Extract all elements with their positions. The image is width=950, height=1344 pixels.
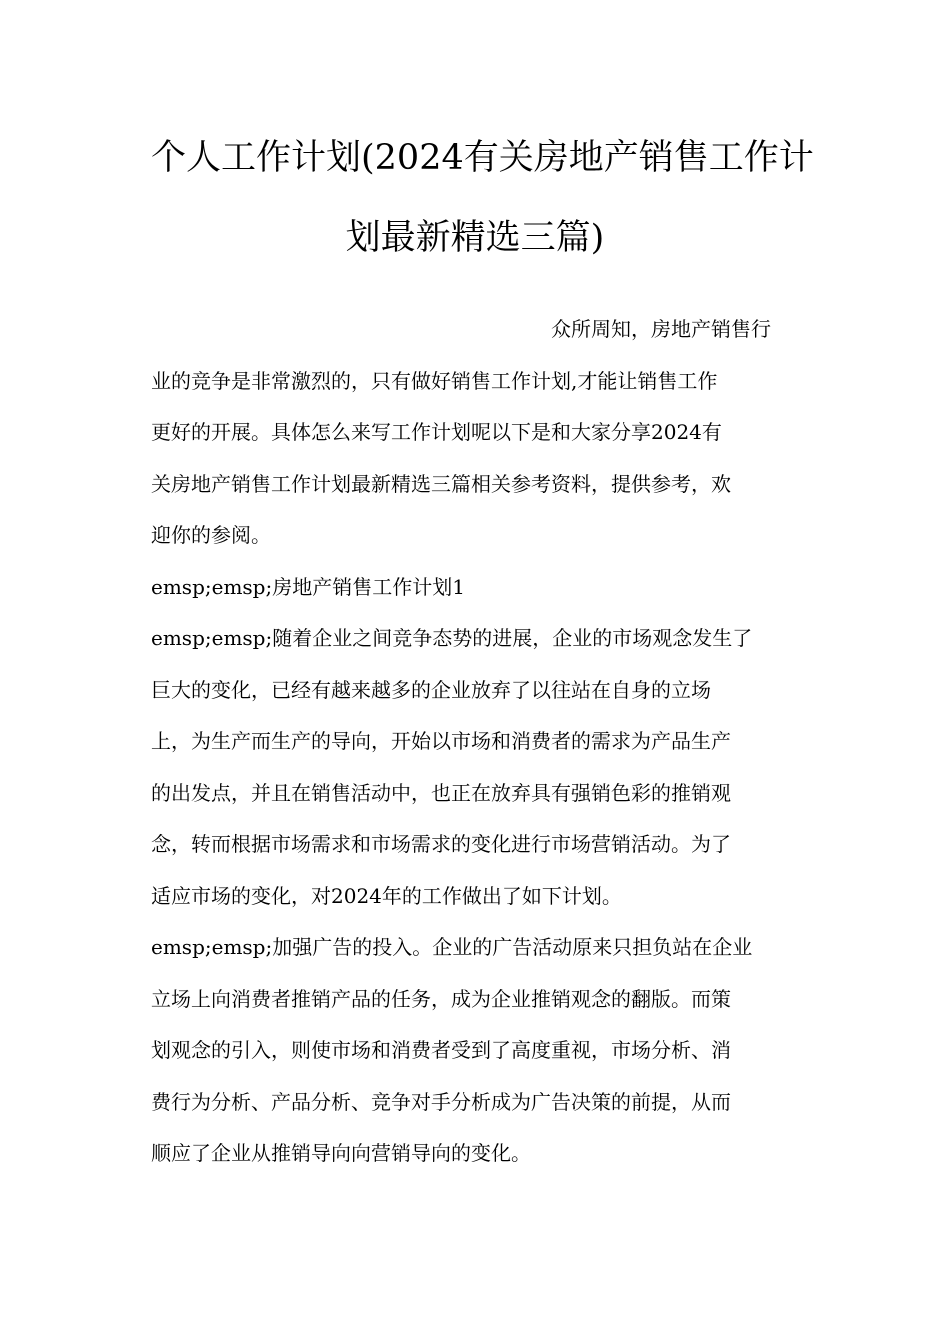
body2-line-1: emsp;emsp;加强广告的投入。企业的广告活动原来只担负站在企业 [151, 935, 753, 959]
body2-line-4: 费行为分析、产品分析、竞争对手分析成为广告决策的前提，从而 [151, 1089, 731, 1114]
document-content [151, 118, 814, 1180]
body2-line-5: 顺应了企业从推销导向向营销导向的变化。 [151, 1141, 531, 1165]
body1-line-3: 上，为生产而生产的导向，开始以市场和消费者的需求为产品生产 [151, 729, 731, 753]
intro-line-2: 业的竞争是非常激烈的，只有做好销售工作计划,才能让销售工作 [151, 368, 718, 393]
intro-line-5: 迎你的参阅。 [151, 523, 271, 547]
intro-line-3: 更好的开展。具体怎么来写工作计划呢以下是和大家分享2024有 [151, 420, 722, 444]
body2-line-2: 立场上向消费者推销产品的任务，成为企业推销观念的翻版。而策 [151, 986, 731, 1011]
body-paragraph-2 [151, 922, 799, 1180]
title-line-2: 划最新精选三篇) [345, 218, 605, 258]
document-body [151, 304, 799, 1180]
body-paragraph-1 [151, 613, 799, 922]
body2-line-3: 划观念的引入，则使市场和消费者受到了高度重视，市场分析、消 [151, 1038, 731, 1062]
body1-line-4: 的出发点，并且在销售活动中，也正在放弃具有强销色彩的推销观 [151, 780, 731, 805]
document-title [151, 118, 814, 278]
body1-line-5: 念，转而根据市场需求和市场需求的变化进行市场营销活动。为了 [151, 832, 731, 856]
intro-line-1: 众所周知，房地产销售行 [551, 317, 771, 341]
body1-line-6: 适应市场的变化，对2024年的工作做出了如下计划。 [151, 883, 622, 908]
body1-line-1: emsp;emsp;随着企业之间竞争态势的进展，企业的市场观念发生了 [151, 626, 753, 650]
section-heading-line: emsp;emsp;房地产销售工作计划1 [151, 574, 465, 599]
title-line-1: 个人工作计划(2024有关房地产销售工作计 [151, 138, 814, 178]
body1-line-2: 巨大的变化，已经有越来越多的企业放弃了以往站在自身的立场 [151, 677, 711, 702]
section-heading-paragraph [151, 562, 799, 614]
intro-paragraph [151, 304, 799, 562]
intro-line-4: 关房地产销售工作计划最新精选三篇相关参考资料，提供参考，欢 [151, 471, 731, 496]
